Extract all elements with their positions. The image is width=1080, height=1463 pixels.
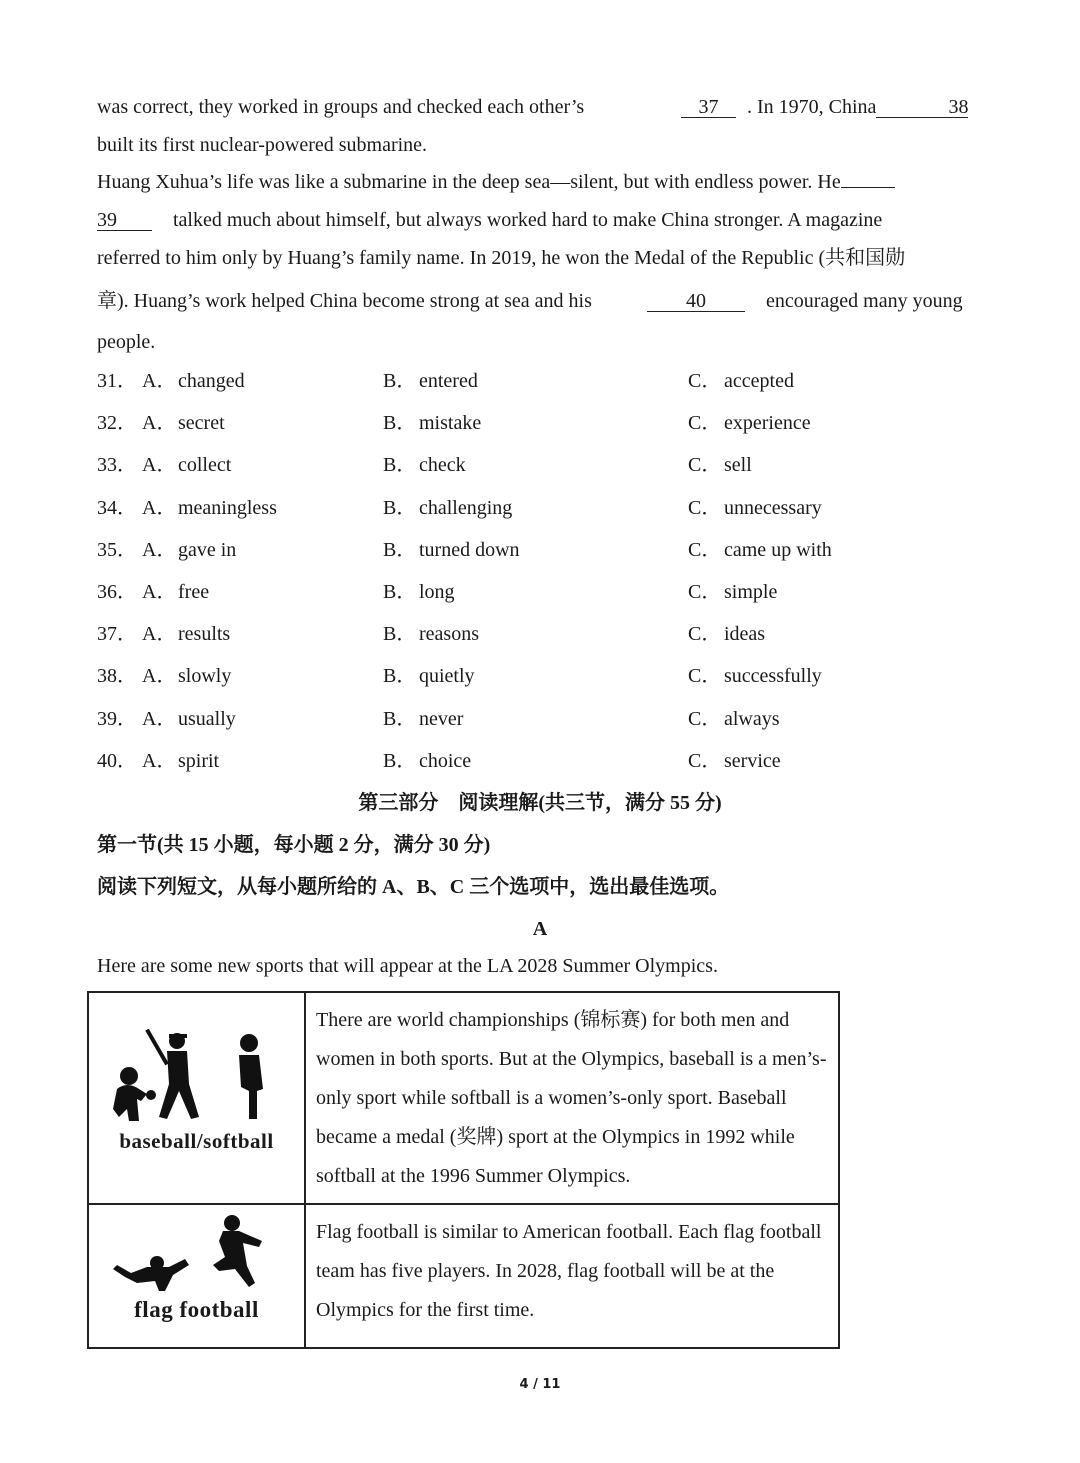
sport-picture-cell [88, 1204, 305, 1348]
table-row [88, 992, 839, 1204]
option-a: spirit [178, 749, 220, 772]
passage-line [97, 170, 895, 194]
blank-underline [841, 187, 895, 188]
option-b: reasons [419, 623, 479, 646]
question-number: 36． [97, 581, 137, 603]
option-letter: A． [142, 749, 177, 772]
sports-table [87, 991, 840, 1349]
option-letter: C． [688, 581, 722, 603]
flag-football-players-icon [107, 1211, 277, 1301]
option-b: long [419, 581, 455, 603]
question-number: 39． [97, 707, 137, 730]
option-a: free [178, 581, 210, 603]
option-b: entered [419, 370, 478, 392]
option-letter: B． [383, 749, 417, 772]
option-letter: C． [688, 707, 722, 730]
passage-line: encouraged many young [766, 290, 963, 312]
option-c: accepted [724, 370, 794, 392]
passage-line: built its first nuclear-powered submarine. [97, 134, 428, 156]
option-letter: B． [383, 496, 417, 519]
text: 章). Huang’s work helped China become strong at sea and his [97, 290, 592, 312]
option-b: challenging [419, 496, 513, 519]
part-title: 第三部分 阅读理解(共三节，满分 55 分) [358, 792, 722, 814]
question-number: 37． [97, 623, 137, 646]
option-letter: C． [688, 665, 722, 688]
passage-line [97, 289, 592, 313]
option-a: secret [178, 412, 225, 435]
blank-38: 38 [876, 97, 968, 118]
baseball-players-icon [107, 1029, 287, 1129]
option-letter: C． [688, 370, 722, 392]
passage-line: people. [97, 331, 156, 353]
option-letter: A． [142, 412, 177, 435]
option-a: collect [178, 454, 232, 477]
option-letter: A． [142, 538, 177, 561]
question-number: 35． [97, 538, 137, 561]
blank-37 [681, 95, 736, 119]
option-letter: C． [688, 454, 722, 477]
option-letter: B． [383, 370, 417, 392]
question-number: 33． [97, 454, 137, 477]
option-letter: B． [383, 538, 417, 561]
option-letter: A． [142, 370, 177, 392]
option-a: slowly [178, 665, 232, 688]
table-row [88, 1204, 839, 1348]
question-number: 32． [97, 412, 137, 435]
passage-line [97, 208, 882, 232]
sport-description: There are world championships (锦标赛) for both men and women in both sports. But at the Olympics, baseball is a men’s-only sport while softball is a women’s-only sport. Baseball became a medal (奖牌) sport at the Olympics in 1992 while softball at the 1996 Summer Olympics. [305, 992, 839, 1204]
option-b: never [419, 707, 464, 730]
instructions: 阅读下列短文，从每小题所给的 A、B、C 三个选项中，选出最佳选项。 [97, 876, 730, 898]
section-title: 第一节(共 15 小题，每小题 2 分，满分 30 分) [97, 834, 491, 856]
option-letter: A． [142, 623, 177, 646]
question-number: 31． [97, 370, 137, 392]
blank-39: 39 [97, 210, 152, 231]
text: . In 1970, China [747, 96, 877, 118]
option-letter: B． [383, 665, 417, 688]
passage-line [97, 95, 584, 119]
sport-picture-cell [88, 992, 305, 1204]
question-number: 40． [97, 749, 137, 772]
option-c: came up with [724, 538, 832, 561]
option-a: changed [178, 370, 245, 392]
option-letter: A． [142, 581, 177, 603]
option-b: turned down [419, 538, 520, 561]
passage-letter: A [532, 918, 548, 940]
option-letter: A． [142, 707, 177, 730]
option-a: meaningless [178, 496, 277, 519]
sport-label: flag football [134, 1297, 259, 1322]
option-b: quietly [419, 665, 475, 688]
option-c: successfully [724, 665, 822, 688]
blank-40 [647, 289, 745, 313]
question-number: 34． [97, 496, 137, 519]
text: Huang Xuhua’s life was like a submarine in the deep sea—silent, but with endless power. He [97, 171, 841, 193]
option-letter: A． [142, 665, 177, 688]
option-letter: B． [383, 707, 417, 730]
sport-label: baseball/softball [119, 1129, 274, 1153]
option-letter: C． [688, 538, 722, 561]
passage-intro: Here are some new sports that will appear at the LA 2028 Summer Olympics. [97, 955, 718, 977]
option-letter: C． [688, 496, 722, 519]
option-c: simple [724, 581, 778, 603]
option-letter: C． [688, 412, 722, 435]
option-c: ideas [724, 623, 766, 646]
passage-line [747, 95, 968, 119]
option-a: gave in [178, 538, 237, 561]
passage-line: referred to him only by Huang’s family name. In 2019, he won the Medal of the Republic (共和国勋 [97, 247, 906, 269]
sport-description: Flag football is similar to American football. Each flag football team has five players. In 2028, flag football will be at the Olympics for the first time. [305, 1204, 839, 1348]
blank-number: 40 [647, 291, 745, 312]
option-letter: B． [383, 454, 417, 477]
option-a: usually [178, 707, 236, 730]
text: was correct, they worked in groups and checked each other’s [97, 96, 585, 118]
option-letter: B． [383, 581, 417, 603]
option-letter: B． [383, 412, 417, 435]
text: talked much about himself, but always worked hard to make China stronger. A magazine [173, 209, 883, 231]
page-number: 4 / 11 [519, 1377, 561, 1392]
option-b: choice [419, 749, 472, 772]
question-number: 38． [97, 665, 137, 688]
option-letter: C． [688, 623, 722, 646]
option-letter: A． [142, 496, 177, 519]
option-c: experience [724, 412, 811, 435]
option-a: results [178, 623, 231, 646]
option-c: always [724, 707, 780, 730]
option-letter: A． [142, 454, 177, 477]
option-b: check [419, 454, 466, 477]
option-c: service [724, 749, 781, 772]
option-b: mistake [419, 412, 482, 435]
option-c: unnecessary [724, 496, 822, 519]
option-c: sell [724, 454, 752, 477]
option-letter: B． [383, 623, 417, 646]
option-letter: C． [688, 749, 722, 772]
blank-number: 37 [681, 97, 736, 118]
